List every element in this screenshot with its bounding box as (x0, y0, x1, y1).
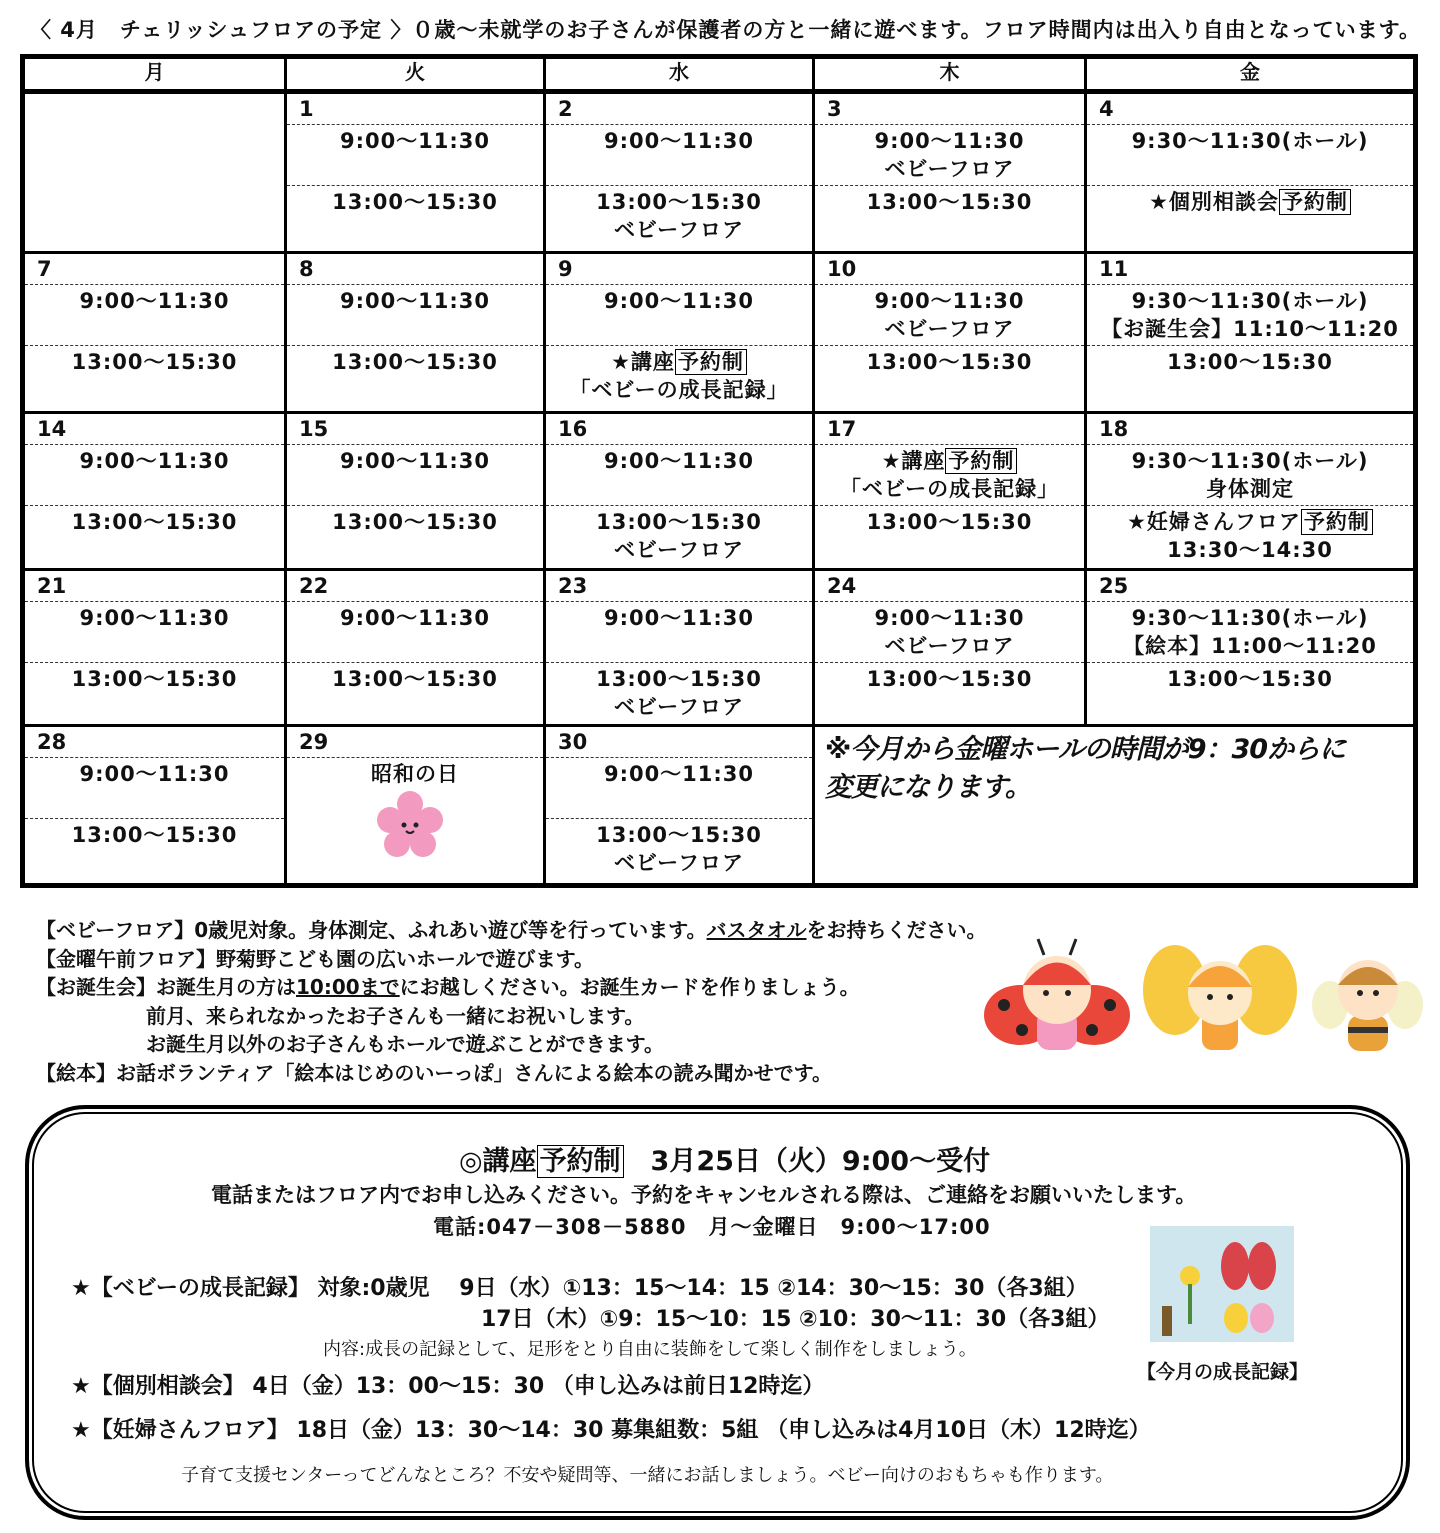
am-divider (815, 444, 1084, 445)
day-number: 17 (827, 417, 857, 441)
notice-text (825, 731, 1345, 807)
am-divider (546, 601, 812, 602)
calendar-day-cell (1087, 254, 1413, 411)
cell-text-value: 9:30～11:30(ホール) (1131, 289, 1369, 313)
day-number: 22 (299, 574, 329, 598)
day-number: 11 (1099, 257, 1129, 281)
calendar-day-cell (546, 254, 812, 411)
cell-text-value: 9:00～11:30 (79, 289, 230, 313)
cell-text-value: 【絵本】11:00～11:20 (1123, 634, 1377, 658)
cell-text (546, 821, 812, 849)
cell-text-value: 13:30～14:30 (1167, 538, 1333, 562)
butterfly-character-icon (1140, 935, 1300, 1060)
cell-text (546, 849, 812, 877)
cell-text (25, 665, 284, 693)
legend-birthday: 【お誕生会】お誕生月の方は (36, 975, 296, 999)
pm-divider (546, 185, 812, 186)
cell-text (546, 693, 812, 721)
growth-record-photo (1150, 1226, 1294, 1342)
cell-text-value: 13:00～15:30 (596, 823, 762, 847)
cell-text-value: 13:00～15:30 (71, 510, 238, 534)
cell-text-value: 身体測定 (1206, 477, 1294, 501)
cell-text-value: 9:00～11:30 (874, 129, 1025, 153)
day-number: 8 (299, 257, 314, 281)
am-divider (1087, 284, 1413, 285)
cell-text (815, 475, 1084, 503)
reservation-badge: 予約制 (1301, 509, 1373, 535)
pm-divider (815, 185, 1084, 186)
day-number: 7 (37, 257, 52, 281)
cell-text (815, 632, 1084, 660)
legend-baby-floor-end: をお持ちください。 (806, 918, 987, 942)
cell-text (1087, 665, 1413, 693)
day-number: 30 (558, 730, 588, 754)
am-divider (1087, 444, 1413, 445)
cell-text-value: 13:00～15:30 (596, 667, 762, 691)
legend-birthday-time: 10:00まで (296, 975, 400, 999)
cell-text-value: 9:00～11:30 (603, 762, 755, 786)
cell-text (25, 287, 284, 315)
bee-character-icon (1310, 935, 1425, 1060)
day-number: 1 (299, 97, 314, 121)
course-title-label: ◎講座 (459, 1146, 537, 1177)
am-divider (815, 601, 1084, 602)
am-divider (25, 444, 284, 445)
cell-text (287, 348, 543, 376)
cell-text (1087, 632, 1413, 660)
cell-text-value: 9:30～11:30(ホール) (1131, 449, 1369, 473)
ladybug-character-icon (982, 935, 1132, 1060)
cell-text (815, 447, 1084, 475)
cell-text (287, 127, 543, 155)
am-divider (546, 444, 812, 445)
cell-text (815, 604, 1084, 632)
cell-text-value: ベビーフロア (884, 157, 1015, 181)
pm-divider (815, 345, 1084, 346)
course-title (459, 1139, 990, 1178)
day-number: 10 (827, 257, 857, 281)
cell-text (546, 348, 812, 376)
am-divider (287, 601, 543, 602)
day-number: 29 (299, 730, 329, 754)
calendar-day-cell (25, 254, 284, 411)
pm-divider (1087, 505, 1413, 506)
cell-text (546, 447, 812, 475)
am-divider (25, 284, 284, 285)
day-number: 28 (37, 730, 67, 754)
cell-text (1087, 508, 1413, 536)
cell-text-value: 13:00～15:30 (596, 510, 762, 534)
cell-text-value: 13:00～15:30 (332, 190, 498, 214)
day-number: 3 (827, 97, 842, 121)
cell-text (815, 155, 1084, 183)
cell-text-value: 9:30～11:30(ホール) (1131, 606, 1369, 630)
cell-text (287, 760, 543, 788)
cell-text-value: 13:00～15:30 (866, 350, 1033, 374)
cell-text-value: 9:00～11:30 (339, 606, 491, 630)
day-number: 21 (37, 574, 67, 598)
cell-text-value: ★個別相談会 (1149, 190, 1279, 214)
weekday-header: 月 (25, 59, 284, 89)
legend-bath-towel: バスタオル (706, 918, 807, 942)
day-number: 18 (1099, 417, 1129, 441)
pm-divider (287, 662, 543, 663)
info-footer: 子育て支援センターってどんなところ？不安や疑問等、一緒にお話しましょう。ベビー向けのおもちゃも作ります。 (181, 1465, 1114, 1486)
day-number: 14 (37, 417, 67, 441)
cell-text (546, 508, 812, 536)
cell-text (1087, 315, 1413, 343)
am-divider (1087, 124, 1413, 125)
legend-birthday-end: にお越しください。お誕生カードを作りましょう。 (399, 975, 860, 999)
cell-text-value: 13:00～15:30 (596, 190, 762, 214)
notice-line: ※今月から金曜ホールの時間が9：30からに (825, 734, 1346, 765)
cell-text (815, 127, 1084, 155)
day-number: 9 (558, 257, 573, 281)
cell-text (25, 604, 284, 632)
am-divider (546, 284, 812, 285)
pm-divider (1087, 662, 1413, 663)
cell-text (287, 188, 543, 216)
cell-text (815, 508, 1084, 536)
cell-text (25, 348, 284, 376)
cell-text (25, 821, 284, 849)
am-divider (815, 284, 1084, 285)
cell-text-value: ★妊婦さんフロア (1127, 510, 1301, 534)
cell-text-value: 9:00～11:30 (79, 449, 230, 473)
cell-text-value: 13:00～15:30 (1167, 350, 1333, 374)
cell-text-value: 9:00～11:30 (79, 606, 230, 630)
cell-text-value: 9:00～11:30 (339, 129, 491, 153)
cell-text (546, 127, 812, 155)
cell-text (25, 760, 284, 788)
cell-text-value: ベビーフロア (613, 695, 745, 719)
pm-divider (287, 345, 543, 346)
cell-text-value: 9:00～11:30 (874, 289, 1025, 313)
calendar-day-cell (815, 94, 1084, 251)
notice-cell (815, 727, 1413, 883)
pm-divider (546, 345, 812, 346)
cell-text (287, 508, 543, 536)
cell-text-value: ベビーフロア (613, 218, 745, 242)
cell-text-value: 13:00～15:30 (71, 823, 238, 847)
cell-text-value: 13:00～15:30 (866, 190, 1033, 214)
pm-divider (1087, 185, 1413, 186)
cell-text (546, 188, 812, 216)
cell-text-value: 9:00～11:30 (603, 606, 755, 630)
calendar-day-cell (25, 727, 284, 883)
am-divider (287, 444, 543, 445)
reservation-badge: 予約制 (945, 448, 1017, 474)
pm-divider (546, 818, 812, 819)
calendar-day-cell (287, 94, 543, 251)
cell-text-value: 13:00～15:30 (1167, 667, 1333, 691)
calendar-day-cell (1087, 94, 1413, 251)
legend-birthday-2: 前月、来られなかったお子さんも一緒にお祝いします。 (146, 1003, 645, 1028)
am-divider (287, 284, 543, 285)
baby-record-content: 内容:成長の記録として、足形をとり自由に装飾をして楽しく制作をしましょう。 (323, 1339, 977, 1360)
cell-text-value: ベビーフロア (884, 317, 1015, 341)
calendar-day-cell (1087, 414, 1413, 568)
cell-text-value: 9:00～11:30 (603, 449, 755, 473)
calendar-day-cell (815, 254, 1084, 411)
am-divider (815, 124, 1084, 125)
pm-divider (546, 505, 812, 506)
cell-text (546, 760, 812, 788)
cell-text (546, 604, 812, 632)
day-number: 2 (558, 97, 573, 121)
notice-line: 変更になります。 (825, 772, 1031, 803)
calendar-day-cell (815, 571, 1084, 724)
course-phone: 電話:047－308－5880 月～金曜日 9:00～17:00 (433, 1215, 991, 1239)
cell-text (25, 447, 284, 475)
reservation-badge: 予約制 (1279, 189, 1351, 215)
pm-divider (815, 662, 1084, 663)
calendar-day-cell (287, 414, 543, 568)
cherry-blossom-icon (377, 790, 443, 862)
pm-divider (287, 185, 543, 186)
am-divider (1087, 601, 1413, 602)
baby-record-line1: ★【ベビーの成長記録】 対象:0歳児 9日（水）①13：15～14：15 ②14：30～15：30（各3組） (71, 1276, 1088, 1301)
day-number: 24 (827, 574, 857, 598)
legend-friday-floor: 【金曜午前フロア】野菊野こども園の広いホールで遊びます。 (36, 946, 594, 971)
pm-divider (287, 505, 543, 506)
cell-text-value: 9:00～11:30 (79, 762, 230, 786)
cell-text-value: 13:00～15:30 (866, 667, 1033, 691)
cell-text-value: 13:00～15:30 (332, 510, 498, 534)
baby-record-line2: 17日（木）①9：15～10：15 ②10：30～11：30（各3組） (481, 1307, 1110, 1332)
cell-text-value: 【お誕生会】11:10～11:20 (1101, 317, 1399, 341)
cell-text (815, 287, 1084, 315)
cell-text (1087, 475, 1413, 503)
page-header: 〈 4月 チェリッシュフロアの予定 〉０歳～未就学のお子さんが保護者の方と一緒に遊べます。フロア時間内は出入り自由となっています。 (30, 18, 1421, 42)
pm-divider (25, 818, 284, 819)
cell-text (287, 287, 543, 315)
cell-text-value: 13:00～15:30 (866, 510, 1033, 534)
weekday-header: 金 (1087, 59, 1413, 89)
cell-text-value: 昭和の日 (371, 762, 459, 786)
am-divider (25, 757, 284, 758)
course-apply-text: 電話またはフロア内でお申し込みください。予約をキャンセルされる際は、ご連絡をお願いいたします。 (211, 1183, 1197, 1207)
pm-divider (25, 662, 284, 663)
cell-text-value: ベビーフロア (613, 851, 745, 875)
legend (36, 916, 987, 1087)
calendar-day-cell (546, 414, 812, 568)
calendar-day-cell (546, 727, 812, 883)
cell-text (287, 665, 543, 693)
cell-text (546, 665, 812, 693)
cell-text-value: 13:00～15:30 (71, 350, 238, 374)
cell-text (287, 447, 543, 475)
cell-text-value: 9:00～11:30 (339, 449, 491, 473)
am-divider (25, 601, 284, 602)
legend-baby-floor: 【ベビーフロア】0歳児対象。身体測定、ふれあい遊び等を行っています。 (36, 918, 707, 942)
cell-text-value: 9:00～11:30 (339, 289, 491, 313)
calendar-day-cell (287, 571, 543, 724)
calendar-day-cell (25, 94, 284, 251)
cell-text (815, 348, 1084, 376)
cell-text-value: 13:00～15:30 (332, 667, 498, 691)
cell-text-value: 9:00～11:30 (603, 289, 755, 313)
cell-text (287, 604, 543, 632)
cell-text-value: ベビーフロア (884, 634, 1015, 658)
cell-text (1087, 348, 1413, 376)
pm-divider (25, 345, 284, 346)
weekday-header: 火 (287, 59, 543, 89)
pm-divider (25, 505, 284, 506)
day-number: 15 (299, 417, 329, 441)
reservation-badge: 予約制 (537, 1145, 624, 1178)
calendar-day-cell (815, 414, 1084, 568)
am-divider (546, 124, 812, 125)
cell-text-value: ★講座 (881, 449, 946, 473)
cell-text (815, 188, 1084, 216)
pm-divider (1087, 345, 1413, 346)
cell-text-value: 9:00～11:30 (874, 606, 1025, 630)
cell-text (546, 216, 812, 244)
cell-text (546, 536, 812, 564)
pregnant-line: ★【妊婦さんフロア】 18日（金）13：30～14：30 募集組数：5組 （申し込みは4月10日（木）12時迄） (71, 1418, 1151, 1443)
cell-text (1087, 536, 1413, 564)
reservation-badge: 予約制 (675, 349, 747, 375)
cell-text (546, 376, 812, 404)
weekday-header: 木 (815, 59, 1084, 89)
cell-text-value: 9:00～11:30 (603, 129, 755, 153)
consult-line: ★【個別相談会】 4日（金）13：00～15：30 （申し込みは前日12時迄） (71, 1374, 825, 1399)
cell-text-value: ベビーフロア (613, 538, 745, 562)
cell-text-value: 「ベビーの成長記録」 (569, 378, 789, 402)
cell-text (1087, 604, 1413, 632)
cell-text (25, 508, 284, 536)
calendar-day-cell (25, 571, 284, 724)
legend-picture-book: 【絵本】お話ボランティア「絵本はじめのいーっぽ」さんによる絵本の読み聞かせです。 (36, 1060, 832, 1085)
calendar-day-cell (25, 414, 284, 568)
cell-text-value: 13:00～15:30 (332, 350, 498, 374)
legend-birthday-3: お誕生月以外のお子さんもホールで遊ぶことができます。 (146, 1032, 664, 1056)
am-divider (546, 757, 812, 758)
cell-text (815, 665, 1084, 693)
photo-caption: 【今月の成長記録】 (1137, 1361, 1309, 1383)
day-number: 23 (558, 574, 588, 598)
cell-text (546, 287, 812, 315)
cell-text (1087, 188, 1413, 216)
am-divider (287, 124, 543, 125)
calendar-day-cell (546, 94, 812, 251)
cell-text-value: 13:00～15:30 (71, 667, 238, 691)
cell-text-value: ★講座 (611, 350, 675, 374)
cell-text-value: 9:30～11:30(ホール) (1131, 129, 1369, 153)
footprint-art-icon (1150, 1226, 1294, 1342)
cell-text (1087, 447, 1413, 475)
cell-text-value: 「ベビーの成長記録」 (839, 477, 1060, 501)
calendar-day-cell (546, 571, 812, 724)
course-title-date: 3月25日（火）9:00～受付 (623, 1146, 991, 1177)
cell-text (1087, 287, 1413, 315)
cell-text (1087, 127, 1413, 155)
pm-divider (546, 662, 812, 663)
calendar-day-cell (1087, 571, 1413, 724)
calendar-day-cell (287, 254, 543, 411)
calendar-grid (20, 54, 1418, 888)
am-divider (287, 757, 543, 758)
day-number: 16 (558, 417, 588, 441)
weekday-header: 水 (546, 59, 812, 89)
cell-text (815, 315, 1084, 343)
day-number: 25 (1099, 574, 1129, 598)
pm-divider (815, 505, 1084, 506)
day-number: 4 (1099, 97, 1114, 121)
